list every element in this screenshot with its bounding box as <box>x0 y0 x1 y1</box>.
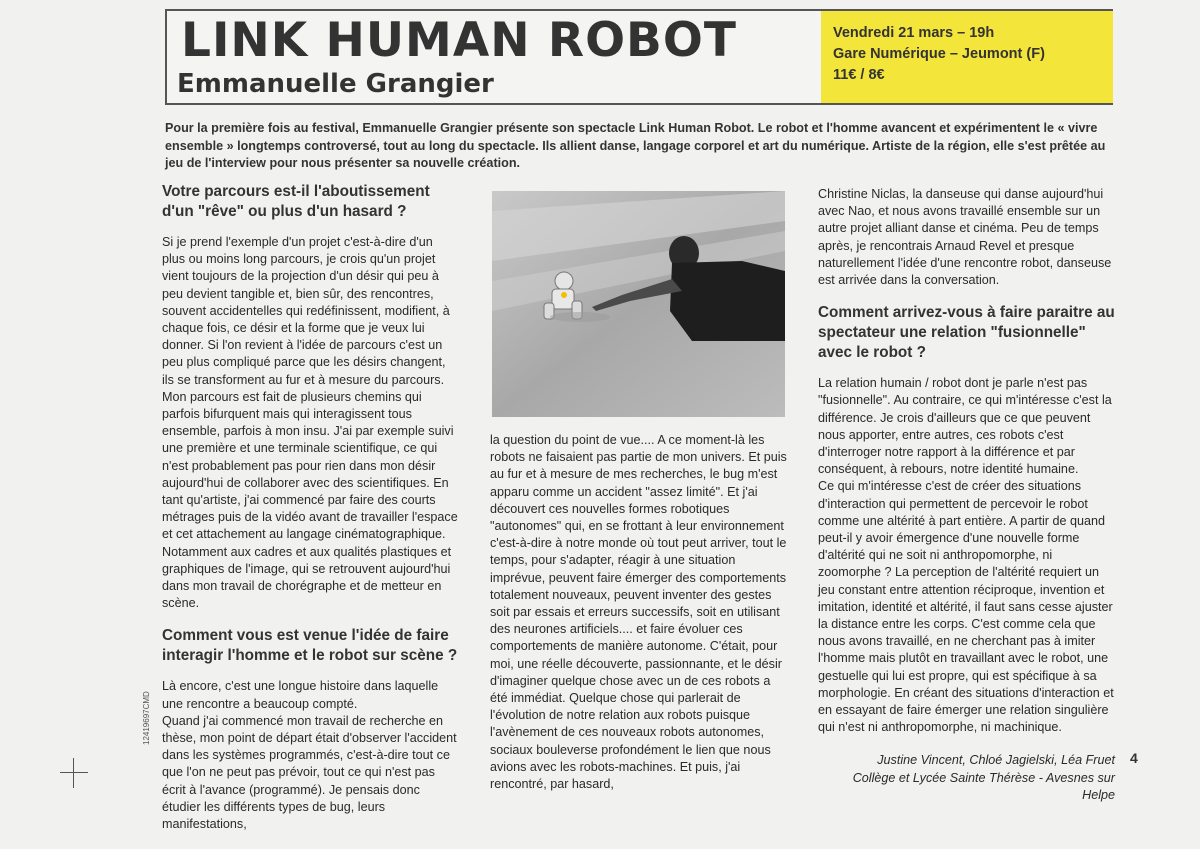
question-3: Comment arrivez-vous à faire paraitre au spectateur une relation "fusionnelle" avec le robot ? <box>818 304 1115 362</box>
answer-2-intro: Là encore, c'est une longue histoire dans laquelle une rencontre a beaucoup compté. <box>162 679 439 711</box>
column-3-continued: Christine Niclas, la danseuse qui danse aujourd'hui avec Nao, et nous avons travaillé ensemble sur un autre projet alliant danse et cinéma. Peu de temps après, je rencontrais Arnaud Revel et presque naturellement l'idée d'une rencontre robot, danseuse est arrivée dans la conversation. <box>818 187 1112 288</box>
article-header <box>165 9 1113 105</box>
column-2 <box>490 432 787 793</box>
signature-block <box>818 752 1115 804</box>
signature-school: Collège et Lycée Sainte Thérèse - Avesnes sur Helpe <box>852 770 1115 802</box>
article-author: Emmanuelle Grangier <box>177 69 494 99</box>
column-3 <box>818 186 1115 804</box>
print-code: 12419697CMD <box>142 691 151 745</box>
question-1: Votre parcours est-il l'aboutissement d'un "rêve" ou plus d'un hasard ? <box>162 183 430 220</box>
answer-3-a: La relation humain / robot dont je parle n'est pas "fusionnelle". Au contraire, ce qui m'intéresse c'est la différence. Je crois d'ailleurs que ce que peuvent nous apporter, entre autres, ces robots c'est d'interroger notre rapport à la différence et par conséquent, à rebours, notre identité humaine. <box>818 376 1112 477</box>
column-2-text: la question du point de vue.... A ce moment-là les robots ne faisaient pas partie de mon univers. Et puis au fur et à mesure de mes recherches, le bug m'est apparu comme un accident "assez limité". Et j'ai découvert ces nouvelles formes robotiques "autonomes" qui, en se frottant à leur environnement c'est-à-dire à notre monde où tout peut arriver, tout le temps, pour s'adapter, réagir à une situation imprévue, peuvent faire émerger des comportements totalement nouveaux, peuvent inventer des gestes soit par essais et erreurs successifs, soit en utilisant des neurones artificiels.... et faire évoluer ces comportements de manière autonome. C'était, pour moi, une réelle découverte, passionnante, et le désir d'imaginer quelque chose avec un de ces robots a été immédiat. Quelque chose qui parlerait de l'évolution de notre relation aux robots puisque l'avènement de ces nouveaux robots autonomes, sociaux bouleverse profondément le lien que nous avions avec les robots-machines. Et puis, j'ai rencontré, par hasard, <box>490 433 787 792</box>
crop-mark-horizontal <box>60 772 88 773</box>
signature-authors: Justine Vincent, Chloé Jagielski, Léa Fruet <box>877 753 1115 768</box>
event-date: Vendredi 21 mars – 19h <box>833 25 995 41</box>
article-title: LINK HUMAN ROBOT <box>181 13 737 68</box>
answer-1: Si je prend l'exemple d'un projet c'est-à-dire d'un plus ou moins long parcours, je crois qu'un projet vient toujours de la projection d'un désir qui peu à peu devient tangible et, bien sûr, des rencontres, souvent accidentelles qui redéfinissent, modifient, à chaque fois, ce désir et la forme que je veux lui donner. Si l'on revient à l'idée de parcours c'est un peu plus compliqué parce que les désirs changent, ils se transforment au fur et à mesure du parcours. Mon parcours est fait de plusieurs chemins qui parfois bifurquent mais qui interagissent tous ensemble, parfois à mon insu. J'ai par exemple suivi une première et une terminale scientifique, ce qui n'est probablement pas pour rien dans mon désir aujourd'hui de collaborer avec des scientifiques. En tant qu'artiste, j'ai commencé par faire des courts métrages puis de la vidéo avant de travailler l'espace et cet attachement au langage cinématographique. Notamment aux cadres et aux qualités plastiques et graphiques de l'image, qui se retrouvent aujourd'hui dans mon travail de chorégraphe et de metteur en scène. <box>162 235 458 611</box>
answer-3-b: Ce qui m'intéresse c'est de créer des situations d'interaction qui permettent de percevoir le robot comme une altérité à part entière. A partir de quand peut-il y avoir émergence d'une nouvelle forme d'altérité qui ne soit ni anthropomorphe, ni zoomorphe ? La perception de l'altérité requiert un jeu constant entre attention réciproque, invention et imitation, identité et altérité, il faut sans cesse ajuster la distance entre les corps. C'est comme cela que nous avons travaillé, en ne cherchant pas à imiter l'homme mais plutôt en travaillant avec le robot, une gestuelle qui lui est propre, qui est spécifique à sa morphologie. En créant des situations d'interaction et en essayant de faire émerger une relation singulière qui n'est ni anthropomorphe, ni machinique. <box>818 479 1114 735</box>
dancer-robot-photo <box>492 191 785 417</box>
article-intro: Pour la première fois au festival, Emmanuelle Grangier présente son spectacle Link Human Robot. Le robot et l'homme avancent et expérimentent le « vivre ensemble » longtemps controversé, tout au long du spectacle. Ils allient danse, langage corporel et art du numérique. Artiste de la région, elle s'est prêtée au jeu de l'interview pour nous présenter sa nouvelle création. <box>165 121 1106 170</box>
crop-mark-vertical <box>73 758 74 788</box>
event-venue: Gare Numérique – Jeumont (F) <box>833 46 1045 62</box>
page-number: 4 <box>1130 750 1138 766</box>
column-1 <box>162 182 458 833</box>
event-info-box <box>821 11 1113 103</box>
dancer-body <box>670 261 785 341</box>
photo-illustration <box>492 191 785 417</box>
event-price: 11€ / 8€ <box>833 67 885 83</box>
question-2: Comment vous est venue l'idée de faire interagir l'homme et le robot sur scène ? <box>162 627 458 665</box>
answer-2-body: Quand j'ai commencé mon travail de recherche en thèse, mon point de départ était d'observer l'accident dans les systèmes programmés, c'est-à-dire tout ce que l'on ne peut pas prévoir, tout ce qui n'est pas écrit à l'avance (programmé). Je pensais donc étudier les différents types de bug, leurs manifestations, <box>162 713 457 832</box>
